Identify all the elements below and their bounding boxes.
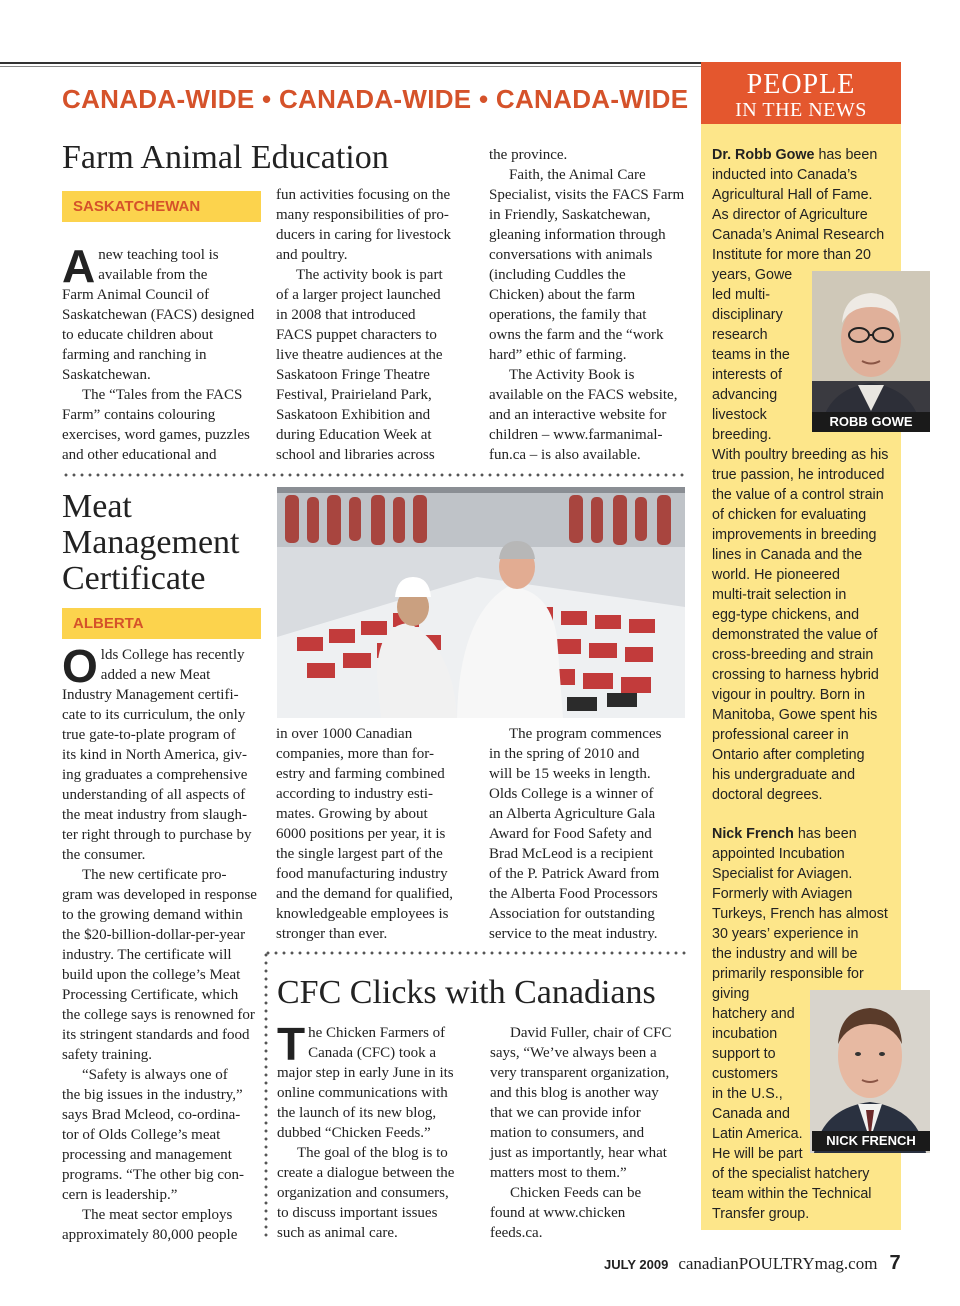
sidebar-text-line [712, 1204, 898, 1224]
text-line: in the spring of 2010 and [489, 746, 640, 762]
sidebar-text-span: crossing to harness hybrid [712, 667, 879, 683]
cfc-column-2 [490, 1023, 690, 1243]
farm-drop-cap: A [62, 240, 96, 292]
text-line: The new certificate pro- [82, 867, 227, 883]
text-line: David Fuller, chair of CFC [510, 1025, 672, 1041]
text-line: understanding of all aspects of [62, 787, 246, 803]
text-line: Brad McLeod is a recipient [489, 846, 654, 862]
text-line: just as importantly, hear what [490, 1145, 667, 1161]
text-line: mation to consumers, and [490, 1125, 645, 1141]
text-line: during Education Week at [276, 427, 432, 443]
sidebar-text-line [712, 165, 898, 185]
meat-column-1 [62, 640, 262, 1245]
sidebar-text-span: Manitoba, Gowe spent his [712, 707, 878, 723]
farm-column-1 [62, 240, 262, 465]
text-line: owns the farm and the “work [489, 327, 664, 343]
text-line: build upon the college’s Meat [62, 967, 241, 983]
sidebar-text-span: Ontario after completing [712, 747, 865, 763]
sidebar-text-span: breeding. [712, 427, 772, 443]
sidebar-text-span: lines in Canada and the [712, 547, 863, 563]
text-line: to discuss important issues [277, 1205, 438, 1221]
sidebar-text-line [712, 505, 898, 525]
sidebar-text-span: years, Gowe [712, 267, 793, 283]
text-line: feeds.ca. [490, 1225, 543, 1241]
sidebar-text-line [712, 545, 898, 565]
sidebar-text-line [712, 964, 898, 984]
sidebar-text-span: professional career in [712, 727, 849, 743]
sidebar-text-line [712, 565, 898, 585]
text-line: industry. The certificate will [62, 947, 232, 963]
sidebar-text-span: research [712, 327, 768, 343]
sidebar-text-span: He will be part [712, 1146, 803, 1162]
text-line: school and libraries across [276, 447, 435, 463]
text-line: the Alberta Food Processors [489, 886, 658, 902]
sidebar-text-span: Canada and [712, 1106, 790, 1122]
text-line: FACS puppet characters to [276, 327, 437, 343]
sidebar-text-line [712, 685, 898, 705]
text-line: Saskatchewan (FACS) designed [62, 307, 255, 323]
sidebar-text-span: With poultry breeding as his [712, 447, 889, 463]
text-line: Festival, Prairieland Park, [276, 387, 432, 403]
text-line: the single largest part of the [276, 846, 443, 862]
text-line: Saskatoon Exhibition and [276, 407, 431, 423]
text-line: estry and farming combined [276, 766, 445, 782]
text-line: the big issues in the industry,” [62, 1087, 243, 1103]
text-line: that we can provide infor [490, 1105, 641, 1121]
text-line: The “Tales from the FACS [82, 387, 243, 403]
text-line: and this blog is another way [490, 1085, 659, 1101]
text-line: the meat industry from slaugh- [62, 807, 247, 823]
text-line: ducers in caring for livestock [276, 227, 451, 243]
text-line: cate to its curriculum, the only [62, 707, 246, 723]
sidebar-text-span: world. He pioneered [712, 567, 840, 583]
sidebar-text-span: livestock [712, 407, 767, 423]
sidebar-text-span: has been [793, 826, 857, 842]
sidebar-subtitle: IN THE NEWS [735, 99, 867, 121]
text-line: very transparent organization, [490, 1065, 670, 1081]
nick-french-photo [810, 990, 930, 1153]
sidebar-text-line [712, 185, 898, 205]
text-line: ter right through to purchase by [62, 827, 252, 843]
sidebar-text-span: of chicken for evaluating [712, 507, 867, 523]
text-line: Specialist, visits the FACS Farm [489, 187, 685, 203]
sidebar-text-span: As director of Agriculture [712, 207, 868, 223]
sidebar-text-line [712, 465, 898, 485]
text-line: processing and management [62, 1147, 232, 1163]
text-line: farming and ranching in [62, 347, 207, 363]
text-line: the $20-billion-dollar-per-year [62, 927, 246, 943]
text-line: to educate children about [62, 327, 214, 343]
text-line: available from the [98, 267, 208, 283]
text-line: create a dialogue between the [277, 1165, 455, 1181]
text-line: The meat sector employs [82, 1207, 233, 1223]
sidebar-text-span: Transfer group. [712, 1206, 810, 1222]
text-line: service to the meat industry. [489, 926, 658, 942]
text-line: fun.ca – is also available. [489, 447, 641, 463]
text-line: says, “We’ve always been a [490, 1045, 657, 1061]
sidebar-text-line [712, 225, 898, 245]
sidebar-text-line [712, 705, 898, 725]
text-line: according to industry esti- [276, 786, 434, 802]
text-line: The program commences [509, 726, 662, 742]
sidebar-text-line [712, 824, 898, 844]
sidebar-text-line [712, 445, 898, 465]
text-line: mates. Growing by about [276, 806, 428, 822]
text-line: available on the FACS website, [489, 387, 678, 403]
text-line: Faith, the Animal Care [509, 167, 646, 183]
sidebar-text-line [712, 884, 898, 904]
issue-date: JULY 2009 [604, 1257, 669, 1272]
text-line: in Friendly, Saskatchewan, [489, 207, 651, 223]
text-line: Industry Management certifi- [62, 687, 239, 703]
page-number: 7 [889, 1252, 901, 1274]
text-line: its stringent standards and food [62, 1027, 250, 1043]
text-line: new teaching tool is [98, 247, 219, 263]
sidebar-text-span: the value of a control strain [712, 487, 884, 503]
text-line: The goal of the blog is to [297, 1145, 448, 1161]
sidebar-title: PEOPLE [746, 69, 856, 100]
text-line: gram was developed in response [62, 887, 257, 903]
sidebar-text-line [712, 785, 898, 805]
sidebar-text-span: Institute for more than 20 [712, 247, 871, 263]
sidebar-text-span: appointed Incubation [712, 846, 845, 862]
text-line: its kind in North America, giv- [62, 747, 247, 763]
text-line: fun activities focusing on the [276, 187, 451, 203]
sidebar-text-span: Latin America. [712, 1126, 803, 1142]
text-line: stronger than ever. [276, 926, 388, 942]
text-line: safety training. [62, 1047, 152, 1063]
sidebar-text-line [712, 145, 898, 165]
text-line: hard” ethic of farming. [489, 347, 627, 363]
sidebar-text-span: multi-trait selection in [712, 587, 847, 603]
text-line: approximately 80,000 people [62, 1227, 238, 1243]
text-line: an Alberta Agriculture Gala [489, 806, 656, 822]
text-line: the launch of its new blog, [277, 1105, 437, 1121]
text-line: and poultry. [276, 247, 348, 263]
text-line: Processing Certificate, which [62, 987, 239, 1003]
sidebar-text-span: customers [712, 1066, 778, 1082]
sidebar-text-span: primarily responsible for [712, 966, 864, 982]
sidebar-text-line [712, 864, 898, 884]
sidebar-text-span: cross-breeding and strain [712, 647, 874, 663]
sidebar-text-line [712, 665, 898, 685]
sidebar-text-span: giving [712, 986, 750, 1002]
farm-headline: Farm Animal Education [62, 139, 389, 176]
sidebar-text-line [712, 904, 898, 924]
sidebar-text-span: teams in the [712, 347, 790, 363]
sidebar-text-line [712, 924, 898, 944]
text-line: such as animal care. [277, 1225, 398, 1241]
text-line: Farm” contains colouring [62, 407, 216, 423]
text-line: to the growing demand within [62, 907, 243, 923]
text-line: Olds College is a winner of [489, 786, 654, 802]
sidebar-text-line [712, 245, 898, 265]
sidebar-text-span: demonstrated the value of [712, 627, 878, 643]
sidebar-text-span: support to [712, 1046, 776, 1062]
sidebar-text-span: hatchery and [712, 1006, 795, 1022]
sidebar-text-span: advancing [712, 387, 778, 403]
sidebar-text-span: Formerly with Aviagen [712, 886, 853, 902]
sidebar-text-span: Canada’s Animal Research [712, 227, 885, 243]
text-line: he Chicken Farmers of [308, 1025, 446, 1041]
meat-column-2 [276, 724, 476, 944]
text-line: Chicken) about the farm [489, 287, 636, 303]
text-line: Association for outstanding [489, 906, 655, 922]
sidebar-text-line [712, 765, 898, 785]
sidebar-text-span: disciplinary [712, 307, 783, 323]
text-line: says Brad Mcleod, co-ordina- [62, 1107, 241, 1123]
meat-counter-photo [277, 487, 685, 718]
text-line: companies, more than for- [276, 746, 434, 762]
text-line: “Safety is always one of [82, 1067, 228, 1083]
text-line: cern is leadership.” [62, 1187, 178, 1203]
text-line: added a new Meat [100, 667, 211, 683]
sidebar-text-span: his undergraduate and [712, 767, 856, 783]
sidebar-text-line [712, 205, 898, 225]
text-line: of the P. Patrick Award from [489, 866, 660, 882]
meat-headline [62, 489, 240, 597]
text-line: operations, the family that [489, 307, 647, 323]
text-line: gleaning information through [489, 227, 666, 243]
text-line: live theatre audiences at the [276, 347, 443, 363]
divider-dots-2 [264, 951, 686, 955]
text-line: the consumer. [62, 847, 146, 863]
person-name: Dr. Robb Gowe [712, 147, 815, 163]
text-line: of a larger project launched [276, 287, 441, 303]
farm-column-3 [489, 145, 689, 465]
cfc-drop-cap: T [277, 1018, 306, 1070]
robb-gowe-photo [812, 271, 930, 432]
text-line: Chicken Feeds can be [510, 1185, 642, 1201]
meat-column-3 [489, 724, 689, 944]
sidebar-text-span: Agricultural Hall of Fame. [712, 187, 873, 203]
text-line: Canada (CFC) took a [308, 1045, 437, 1061]
sidebar-text-line [712, 625, 898, 645]
sidebar-text-line [712, 645, 898, 665]
sidebar-text-span: has been [814, 147, 878, 163]
sidebar-text-span: incubation [712, 1026, 778, 1042]
divider-dots-1 [62, 473, 686, 477]
sidebar-text-line [712, 745, 898, 765]
text-line: Farm Animal Council of [62, 287, 210, 303]
meat-headline-line-3: Certificate [62, 560, 206, 597]
text-line: in 2008 that introduced [276, 307, 416, 323]
sidebar-text-span: inducted into Canada’s [712, 167, 858, 183]
sidebar-text-line [712, 844, 898, 864]
meat-drop-cap: O [62, 640, 98, 692]
text-line: knowledgeable employees is [276, 906, 449, 922]
text-line: ing graduates a comprehensive [62, 767, 248, 783]
sidebar-text-span: the industry and will be [712, 946, 858, 962]
text-line: The activity book is part [296, 267, 443, 283]
nick-french-caption: NICK FRENCH [812, 1131, 930, 1151]
text-line: online communications with [277, 1085, 448, 1101]
text-line: (including Cuddles the [489, 267, 626, 283]
text-line: in over 1000 Canadian [276, 726, 413, 742]
gowe-text-block [712, 145, 898, 805]
sidebar-text-line [712, 725, 898, 745]
section-banner: CANADA-WIDE • CANADA-WIDE • CANADA-WIDE [62, 84, 689, 114]
text-line: many responsibilities of pro- [276, 207, 449, 223]
sidebar-text-span: led multi- [712, 287, 770, 303]
text-line: exercises, word games, puzzles [62, 427, 250, 443]
cfc-column-1 [277, 1018, 477, 1243]
top-rule-thin [0, 66, 706, 67]
text-line: and the demand for qualified, [276, 886, 454, 902]
text-line: children – www.farmanimal- [489, 427, 663, 443]
sidebar-text-span: 30 years’ experience in [712, 926, 859, 942]
text-line: Saskatoon Fringe Theatre [276, 367, 430, 383]
cfc-headline: CFC Clicks with Canadians [277, 974, 656, 1011]
sidebar-text-span: interests of [712, 367, 782, 383]
text-line: tor of Olds College’s meat [62, 1127, 221, 1143]
sidebar-text-span: egg-type chickens, and [712, 607, 860, 623]
robb-gowe-caption: ROBB GOWE [812, 412, 930, 432]
text-line: found at www.chicken [490, 1205, 626, 1221]
sidebar-text-span: team within the Technical [712, 1186, 872, 1202]
sidebar-header [701, 62, 901, 124]
sidebar-text-line [712, 605, 898, 625]
sidebar-text-line [712, 485, 898, 505]
sidebar-text-line [712, 1184, 898, 1204]
text-line: organization and consumers, [277, 1185, 449, 1201]
text-line: conversations with animals [489, 247, 653, 263]
text-line: major step in early June in its [277, 1065, 454, 1081]
sidebar-text-span: improvements in breeding [712, 527, 877, 543]
sidebar-text-line [712, 525, 898, 545]
sidebar-text-span: true passion, he introduced [712, 467, 885, 483]
text-line: 6000 positions per year, it is [276, 826, 446, 842]
meat-headline-line-1: Meat [62, 488, 132, 525]
text-line: and an interactive website for [489, 407, 667, 423]
text-line: true gate-to-plate program of [62, 727, 236, 743]
page-footer [604, 1252, 901, 1275]
meat-province-tag: ALBERTA [62, 608, 261, 639]
text-line: food manufacturing industry [276, 866, 448, 882]
sidebar-text-span: doctoral degrees. [712, 787, 823, 803]
farm-province-tag: SASKATCHEWAN [62, 191, 261, 222]
website-url: canadianPOULTRYmag.com [678, 1254, 878, 1273]
text-line: will be 15 weeks in length. [489, 766, 651, 782]
farm-column-2 [276, 185, 476, 465]
divider-dots-vertical [264, 951, 268, 1241]
sidebar-text-line [712, 585, 898, 605]
text-line: The Activity Book is [509, 367, 635, 383]
text-line: the province. [489, 147, 568, 163]
text-line: lds College has recently [100, 647, 245, 663]
text-line: Award for Food Safety and [489, 826, 652, 842]
text-line: Saskatchewan. [62, 367, 151, 383]
meat-headline-line-2: Management [62, 524, 240, 561]
text-line: matters most to them.” [490, 1165, 627, 1181]
sidebar-text-span: of the specialist hatchery [712, 1166, 870, 1182]
sidebar-text-line [712, 1164, 898, 1184]
text-line: the college says is renowned for [62, 1007, 255, 1023]
person-name: Nick French [712, 826, 794, 842]
top-rule [0, 62, 706, 64]
sidebar-text-span: Turkeys, French has almost [712, 906, 888, 922]
sidebar-text-span: vigour in poultry. Born in [712, 687, 866, 703]
text-line: and other educational and [62, 447, 217, 463]
sidebar-text-span: Specialist for Aviagen. [712, 866, 853, 882]
sidebar-text-line [712, 944, 898, 964]
sidebar-text-span: in the U.S., [712, 1086, 783, 1102]
text-line: dubbed “Chicken Feeds.” [277, 1125, 431, 1141]
text-line: programs. “The other big con- [62, 1167, 245, 1183]
